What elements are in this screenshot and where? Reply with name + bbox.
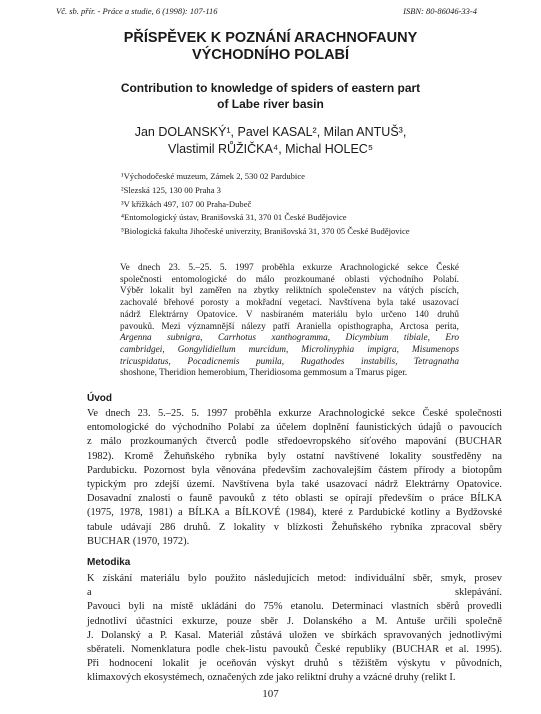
paragraph-line: klimaxových ekosystémech, označených zde jako reliktní druhy a vzácné druhy (relikt I. — [87, 672, 456, 684]
affiliation-2: ²Slezská 125, 130 00 Praha 3 — [121, 184, 221, 195]
paragraph-line: BUCHAR (1970, 1972). — [87, 535, 190, 547]
abstract-line: Argenna subnigra, Carrhotus xanthogramma, Dicymbium tibiale, Ero — [120, 333, 459, 344]
paragraph-line: (1975, 1978, 1981) a BÍLKA a BÍLKOVÉ (1984), které z Pardubické kotliny a Bydžovské — [87, 507, 502, 519]
abstract-line: společnosti entomologické do málo prozkoumané oblasti východního Polabí. — [120, 274, 459, 285]
paragraph-line: typickým pro zdejší území. Navštívena byla také usazovací nádrž Elektrárny Opatovice. — [87, 479, 502, 491]
title-line-2: VÝCHODNÍHO POLABÍ — [191, 47, 350, 63]
paragraph-line: z málo prozkoumaných čtverců podle středoevropského síťového mapování (BUCHAR — [87, 436, 502, 448]
author-list — [40, 124, 501, 158]
affiliation-1: ¹Východočeské muzeum, Zámek 2, 530 02 Pardubice — [121, 171, 305, 181]
paragraph-line: tabule udávají 286 druhů. Z lokality v blízkosti Žehuňského rybníka zpracoval sběry — [87, 521, 502, 533]
paragraph-line: 1982). Kromě Žehuňského rybníka byly ostatní navštívené lokality soustředěny na — [87, 450, 502, 462]
section-body-metodika — [87, 572, 502, 686]
abstract-line: zachovalé břehové porosty a mokřadní vegetaci. Navštívena byla také usazovací — [120, 298, 459, 309]
affiliation-3: ³V křížkách 497, 107 00 Praha-Dubeč — [121, 198, 252, 209]
abstract — [120, 263, 459, 380]
title-line-1: PŘÍSPĚVEK K POZNÁNÍ ARACHNOFAUNY — [123, 30, 418, 46]
paragraph-line: sběrateli. Nomenklatura podle chek-listu pavouků České republiky (BUCHAR et al. 1995). — [87, 644, 502, 656]
journal-citation: Vč. sb. přír. - Práce a studie, 6 (1998): 107-116 — [56, 6, 218, 16]
paragraph-line: Při hodnocení lokalit je oceňován výskyt druhů s těžištěm výskytu v původních, — [87, 658, 502, 670]
abstract-line: cambridgei, Gongylidiellum murcidum, Microlinyphia impigra, Misumenops — [120, 344, 459, 355]
abstract-line: shoshone, Theridion hemerobium, Theridiosoma gemmosum a Tmarus piger. — [120, 368, 408, 379]
paragraph-line: Dosavadní znalosti o fauně pavouků z této oblasti se opírají především o práce BÍLKA — [87, 493, 502, 505]
section-heading-uvod: Úvod — [87, 393, 112, 404]
subtitle-line-2: of Labe river basin — [217, 96, 324, 111]
affiliation-5: ⁵Biologická fakulta Jihočeské univerzity, Branišovská 31, 370 05 České Budějovice — [121, 226, 410, 237]
paragraph-line: Ve dnech 23. 5.–25. 5. 1997 proběhla exkurze Arachnologické sekce České společnosti — [87, 408, 502, 419]
page-number: 107 — [262, 688, 279, 700]
isbn: ISBN: 80-86046-33-4 — [403, 6, 477, 16]
section-heading-metodika: Metodika — [87, 557, 131, 568]
affiliations — [121, 170, 511, 239]
abstract-line: Ve dnech 23. 5.–25. 5. 1997 proběhla exkurze Arachnologické sekce České — [120, 263, 459, 273]
authors-line-2: Vlastimil RŮŽIČKA⁴, Michal HOLEC⁵ — [167, 142, 374, 156]
paragraph-line: a sklepávání. — [87, 587, 502, 599]
paragraph-line: jednotliví účastníci exkurze, pouze sběr J. Dolanského a M. Antuše určili společně — [87, 615, 502, 627]
abstract-line: tricuspidatus, Pocadicnemis pumila, Rugathodes instabilis, Tetragnatha — [120, 356, 459, 367]
paragraph-line: Pavouci byli na místě ukládáni do 75% etanolu. Determinaci vlastních sběrů provedli — [87, 601, 502, 613]
english-title — [40, 81, 501, 112]
subtitle-line-1: Contribution to knowledge of spiders of eastern part — [120, 81, 421, 95]
paragraph-line: K získání materiálu bylo použito následujících metod: individuální sběr, smyk, prosev — [87, 573, 502, 584]
authors-line-1: Jan DOLANSKÝ¹, Pavel KASAL², Milan ANTUŠ³, — [134, 125, 407, 139]
abstract-line: nádrž Elektrárny Opatovice. V nasbíraném materiálu bylo určeno 140 druhů — [120, 309, 459, 320]
paragraph-line: J. Dolanský a P. Kasal. Materiál zůstává uložen ve sbírkách spravovaných jednotlivými — [87, 629, 502, 641]
paragraph-line: entomologické do východního Polabí za účelem doplnění faunistických údajů o pavoucích — [87, 422, 502, 434]
paragraph-line: Pardubicku. Pozornost byla věnována především zachovalejším částem přírody a biotopům — [87, 464, 502, 476]
abstract-line: pavouků. Mezi významnější nálezy patří Araniella opisthographa, Arctosa perita, — [120, 321, 459, 332]
affiliation-4: ⁴Entomologický ústav, Branišovská 31, 370 01 České Budějovice — [121, 212, 347, 223]
abstract-line: Výběr lokalit byl zaměřen na zbytky reliktních společenstev na vátých píscích, — [120, 286, 459, 297]
running-header — [56, 6, 477, 16]
section-body-uvod — [87, 407, 502, 549]
paper-title — [40, 30, 501, 64]
